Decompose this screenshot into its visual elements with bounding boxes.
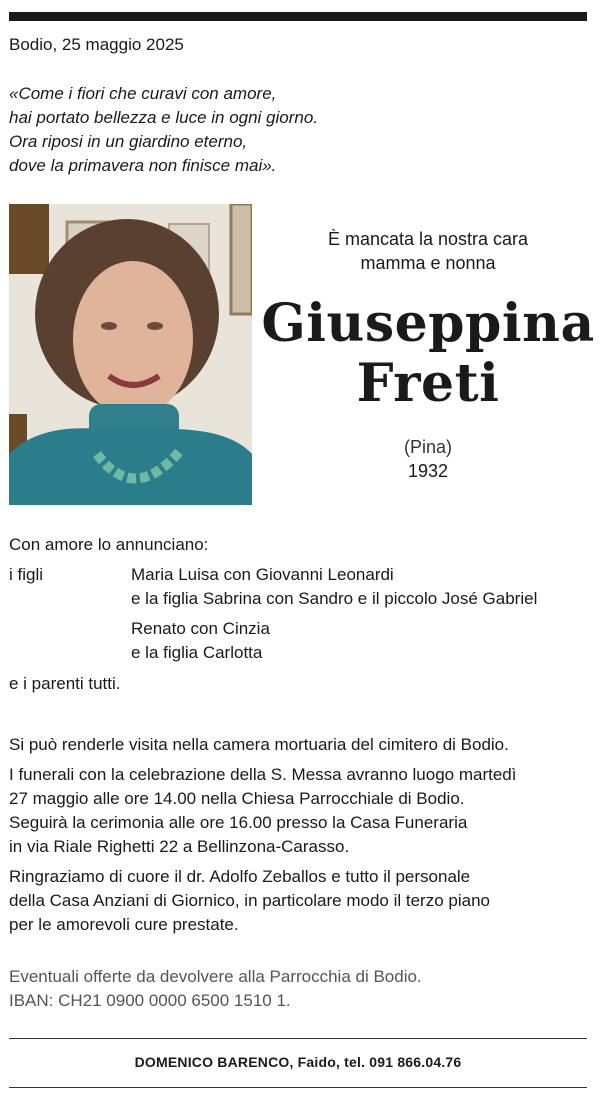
family-entry (131, 617, 270, 665)
footer-divider (9, 1038, 587, 1039)
funeral-line: Seguirà la cerimonia alle ore 16.00 presso la Casa Funeraria (9, 813, 468, 832)
offerings-info (9, 965, 422, 1013)
thanks-line: della Casa Anziani di Giornico, in particolare modo il terzo piano (9, 891, 490, 910)
quote-line: hai portato bellezza e luce in ogni giorno. (9, 108, 319, 127)
portrait-photo (9, 204, 252, 505)
announcement-intro (258, 227, 598, 275)
footer-divider (9, 1087, 587, 1088)
funeral-line: I funerali con la celebrazione della S. Messa avranno luogo martedì (9, 765, 517, 784)
thanks-line: per le amorevoli cure prestate. (9, 915, 239, 934)
funeral-line: in via Riale Righetti 22 a Bellinzona-Carasso. (9, 837, 350, 856)
funeral-info (9, 763, 516, 859)
offerings-line: Eventuali offerte da devolvere alla Parrocchia di Bodio. (9, 967, 422, 986)
relatives: e i parenti tutti. (9, 674, 121, 693)
announcement-line: mamma e nonna (360, 253, 496, 273)
offerings-line: IBAN: CH21 0900 0000 6500 1510 1. (9, 991, 291, 1010)
first-name: Giuseppina (261, 293, 595, 354)
announcers-role: i figli (9, 565, 44, 584)
quote-line: «Come i fiori che curavi con amore, (9, 84, 277, 103)
quote-line: Ora riposi in un giardino eterno, (9, 132, 248, 151)
funeral-line: 27 maggio alle ore 14.00 nella Chiesa Parrocchiale di Bodio. (9, 789, 465, 808)
family-entry (131, 563, 537, 611)
family-line: e la figlia Carlotta (131, 643, 263, 662)
top-bar (9, 12, 587, 21)
birth-year: 1932 (407, 461, 449, 481)
thanks-info (9, 865, 490, 937)
place-date: Bodio, 25 maggio 2025 (9, 35, 184, 54)
nickname: (Pina) (403, 437, 452, 457)
visit-info: Si può renderle visita nella camera mortuaria del cimitero di Bodio. (9, 735, 509, 754)
announcers-intro: Con amore lo annunciano: (9, 535, 209, 554)
announcement-line: È mancata la nostra cara (327, 229, 529, 249)
family-line: Renato con Cinzia (131, 619, 270, 638)
memorial-quote (9, 82, 318, 178)
family-line: e la figlia Sabrina con Sandro e il piccolo José Gabriel (131, 589, 538, 608)
quote-line: dove la primavera non finisce mai». (9, 156, 277, 175)
family-line: Maria Luisa con Giovanni Leonardi (131, 565, 394, 584)
funeral-home-contact: DOMENICO BARENCO, Faido, tel. 091 866.04.76 (134, 1054, 462, 1070)
thanks-line: Ringraziamo di cuore il dr. Adolfo Zeballos e tutto il personale (9, 867, 471, 886)
last-name: Freti (356, 353, 500, 414)
